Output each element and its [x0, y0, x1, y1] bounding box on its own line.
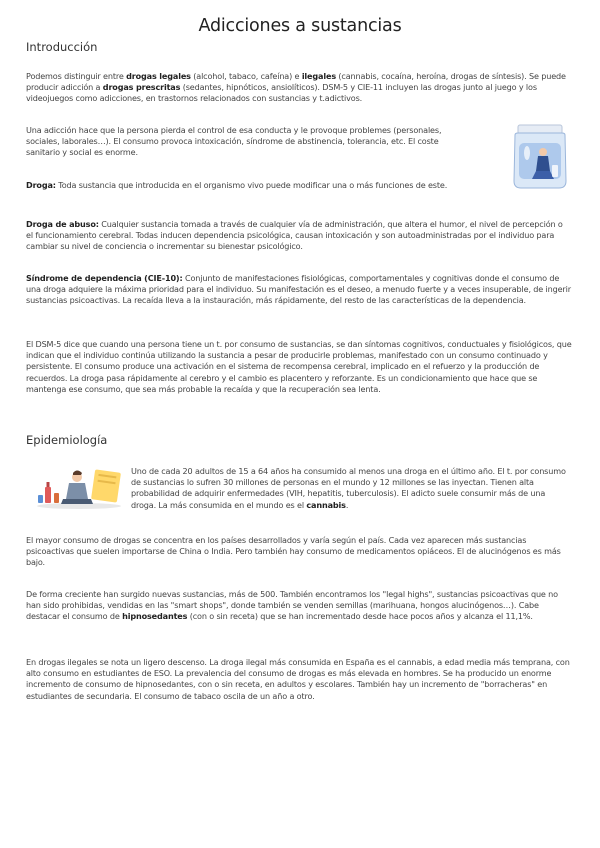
- paragraph-spain-illegal-drugs: En drogas ilegales se nota un ligero descenso. La droga ilegal más consumida en España es el cannabis, a edad media más temprana, con alto consumo en estudiantes de ESO. La prevalencia del consumo de drogas es más elevada en hombres. Se ha producido un enorme incremento de consumo de hipnosedantes, con o sin receta, en adultos y escolares. También hay un incremento de "borracheras" en estudiantes de secundaria. El consumo de tabaco oscila de un año a otro.: [26, 657, 570, 701]
- paragraph-droga-definition: Droga: Toda sustancia que introducida en el organismo vivo puede modificar una o más funciones de este.: [26, 180, 448, 190]
- person-with-bottles-illustration: [33, 463, 125, 509]
- paragraph-dsm5: El DSM-5 dice que cuando una persona tiene un t. por consumo de sustancias, se dan síntomas cognitivos, conductuales y fisiológicos, que indican que el individuo continúa utilizando la sustancia a pesar de producirle problemas, manifestado con un consumo continuado y persistente. El consumo produce una activación en el sistema de recompensa cerebral, implicado en el refuerzo y la producción de recuerdos. La droga pasa rápidamente al cerebro y el cambio es placentero y reforzante. Es un condicionamiento que hace que se mantenga ese consumo, que sea más probable la recaída y que la recuperación sea lenta.: [26, 339, 572, 394]
- paragraph-epidemiology-stats: Uno de cada 20 adultos de 15 a 64 años ha consumido al menos una droga en el último año. El t. por consumo de sustancias lo sufren 30 millones de personas en el mundo y 12 millones se las inyectan. Tienen alta probabilidad de adquirir enfermedades (VIH, hepatitis, tuberculosis). El adicto suele consumir más de una droga. La más consumida en el mundo es el cannabis.: [131, 466, 566, 510]
- page-title: Adicciones a sustancias: [198, 16, 402, 36]
- pill-jar-icon: [505, 123, 575, 191]
- paragraph-sindrome-dependencia: Síndrome de dependencia (CIE-10): Conjunto de manifestaciones fisiológicas, comportamentales y cognitivas donde el consumo de una droga adquiere la máxima prioridad para el individuo. Su manifestación es el deseo, a menudo fuerte y a veces insuperable, de ingerir sustancias psicoactivas. La recaída lleva a la instauración, más rápidamente, del resto de las características de la dependencia.: [26, 273, 571, 306]
- intro-heading: Introducción: [26, 40, 98, 54]
- paragraph-drug-types: Podemos distinguir entre drogas legales (alcohol, tabaco, cafeína) e ilegales (cannabis, cocaína, heroína, drogas de síntesis). Se puede producir adicción a drogas prescritas (sedantes, hipnóticos, ansiolíticos). DSM-5 y CIE-11 incluyen las drogas junto al juego y los videojuegos como adicciones, en trastornos relacionados con sustancias y t.adictivos.: [26, 71, 566, 104]
- paragraph-droga-de-abuso: Droga de abuso: Cualquier sustancia tomada a través de cualquier vía de administración, que altera el humor, el nivel de percepción o el funcionamiento cerebral. Todas inducen dependencia psicológica, causan intoxicación y son autoadministradas por el individuo para cambiar su nivel de conciencia o incrementar su bienestar psicológico.: [26, 219, 563, 252]
- epidemiology-heading: Epidemiología: [26, 433, 108, 447]
- paragraph-new-substances: De forma creciente han surgido nuevas sustancias, más de 500. También encontramos los "legal highs", sustancias psicoactivas que no han sido prohibidas, vendidas en las "smart shops", donde también se venden semillas (marihuana, hongos alucinógenos…). Cabe destacar el consumo de hipnosedantes (con o sin receta) que se han incrementado desde hace pocos años y alcanza el 11,1%.: [26, 589, 558, 622]
- pill-jar-illustration: [505, 123, 575, 191]
- paragraph-consumption-countries: El mayor consumo de drogas se concentra en los países desarrollados y varía según el país. Cada vez aparecen más sustancias psicoactivas que suelen importarse de China o India. Pero también hay consumo de medicamentos opiáceos. El de alucinógenos es más bajo.: [26, 535, 561, 568]
- person-bottles-icon: [33, 463, 125, 509]
- paragraph-addiction: Una adicción hace que la persona pierda el control de esa conducta y le provoque problemes (personales, sociales, laborales…). El consumo provoca intoxicación, síndrome de abstinencia, tolerancia, etc. El coste sanitario y social es enorme.: [26, 125, 442, 158]
